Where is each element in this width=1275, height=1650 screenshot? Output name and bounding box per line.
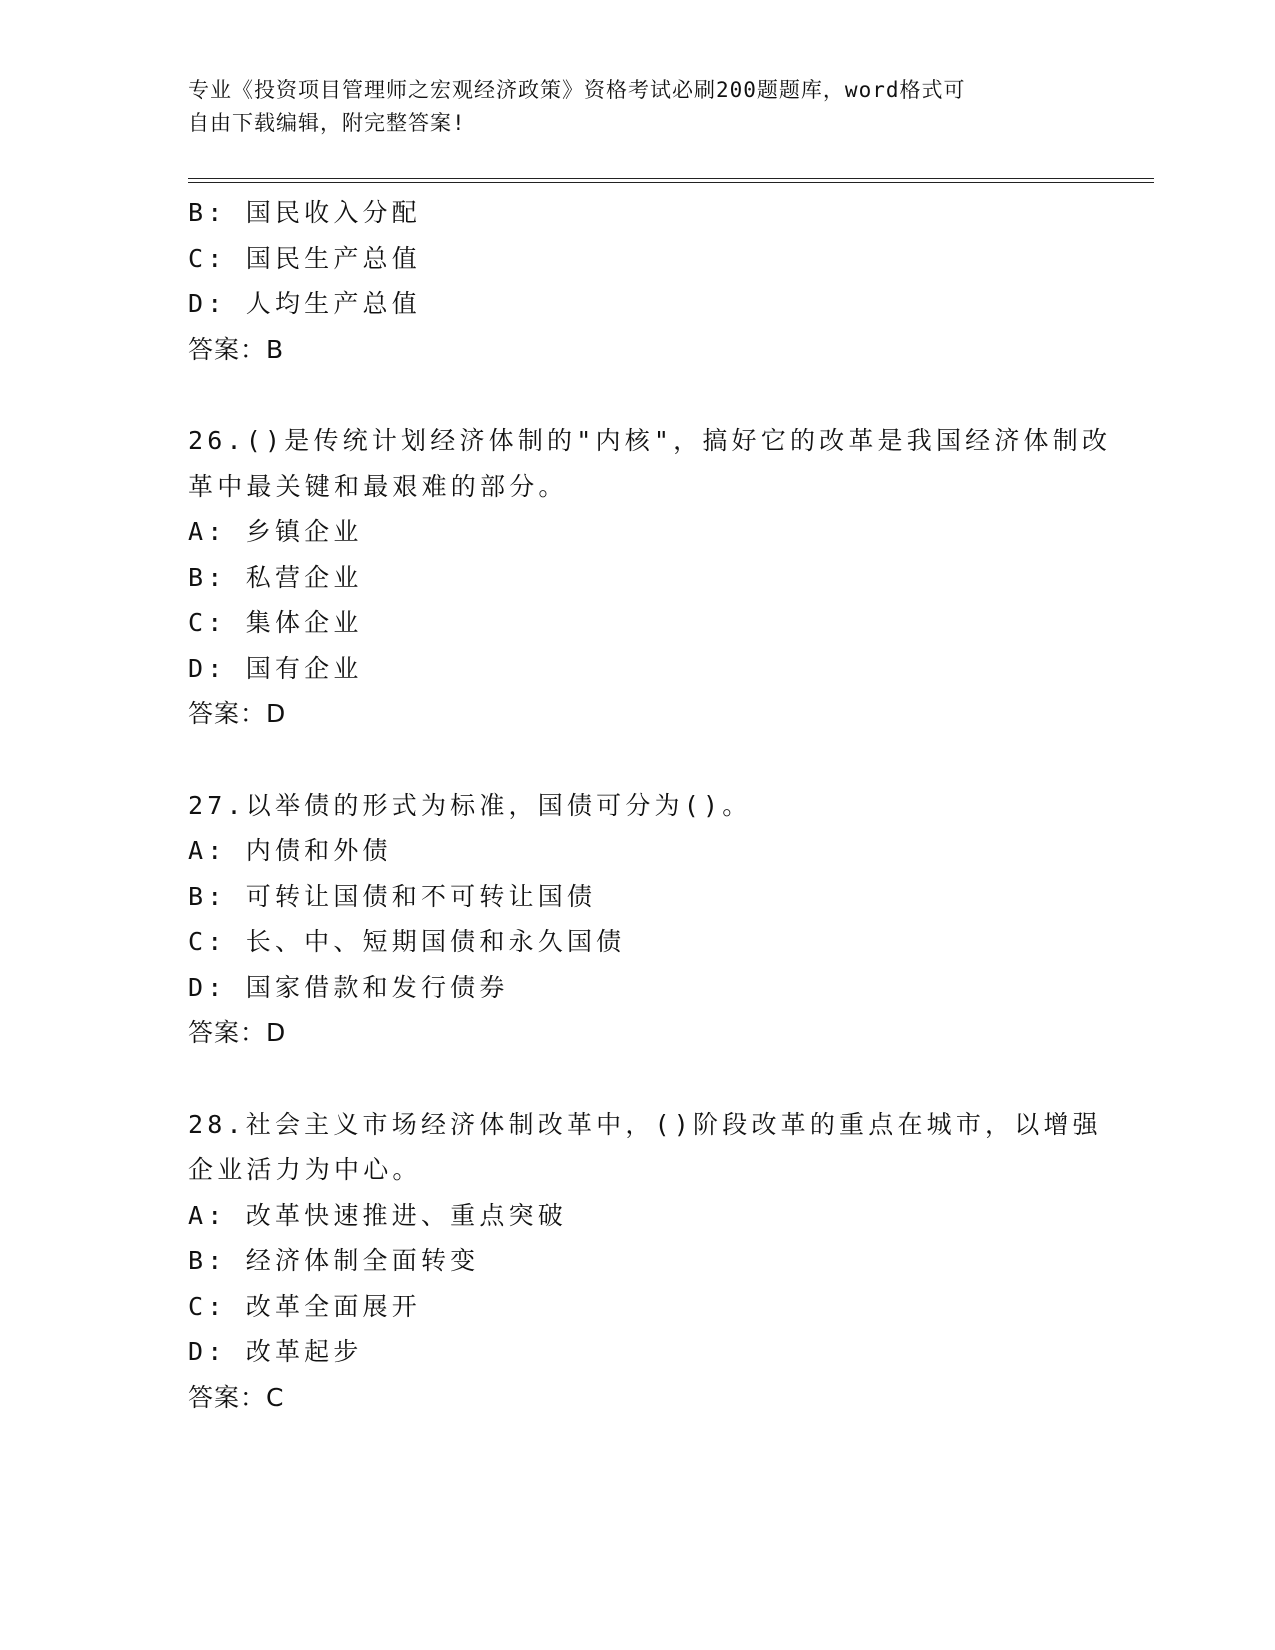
option-c: C: 集体企业	[188, 608, 363, 637]
header-divider	[188, 178, 1154, 183]
question-list	[188, 190, 1148, 1420]
header-line-1: 专业《投资项目管理师之宏观经济政策》资格考试必刷200题题库，word格式可	[188, 78, 966, 102]
option-c: C: 长、中、短期国债和永久国债	[188, 927, 626, 956]
option-c: C: 改革全面展开	[188, 1291, 421, 1321]
question-stem-line-1: 26.()是传统计划经济体制的"内核"，搞好它的改革是我国经济体制改	[188, 426, 1112, 455]
question-block-26	[188, 418, 1148, 737]
answer-line: 答案：D	[188, 1018, 287, 1047]
question-block-28	[188, 1102, 1148, 1421]
option-b: B: 可转让国债和不可转让国债	[188, 881, 597, 911]
question-stem-line-1: 28.社会主义市场经济体制改革中，()阶段改革的重点在城市，以增强	[188, 1109, 1102, 1139]
option-b: B: 经济体制全面转变	[188, 1246, 480, 1275]
option-c: C: 国民生产总值	[188, 243, 421, 273]
answer-line: 答案：C	[188, 1382, 285, 1412]
option-d: D: 人均生产总值	[188, 289, 421, 318]
answer-line: 答案：D	[188, 699, 287, 728]
option-d: D: 国有企业	[188, 653, 363, 683]
question-stem-line-2: 革中最关键和最艰难的部分。	[188, 471, 568, 501]
option-a: A: 内债和外债	[188, 836, 392, 865]
header-line-2: 自由下载编辑，附完整答案!	[188, 111, 466, 135]
option-b: B: 私营企业	[188, 562, 363, 592]
page-header	[188, 74, 1068, 140]
prev-question-block	[188, 190, 1148, 372]
option-a: A: 乡镇企业	[188, 517, 363, 546]
question-block-27	[188, 783, 1148, 1056]
question-stem-line-2: 企业活力为中心。	[188, 1155, 422, 1184]
option-a: A: 改革快速推进、重点突破	[188, 1200, 567, 1230]
option-d: D: 国家借款和发行债券	[188, 972, 509, 1002]
option-d: D: 改革起步	[188, 1337, 363, 1366]
answer-line: 答案：B	[188, 334, 285, 364]
question-stem-line-1: 27.以举债的形式为标准，国债可分为()。	[188, 790, 752, 820]
option-b: B: 国民收入分配	[188, 198, 421, 227]
